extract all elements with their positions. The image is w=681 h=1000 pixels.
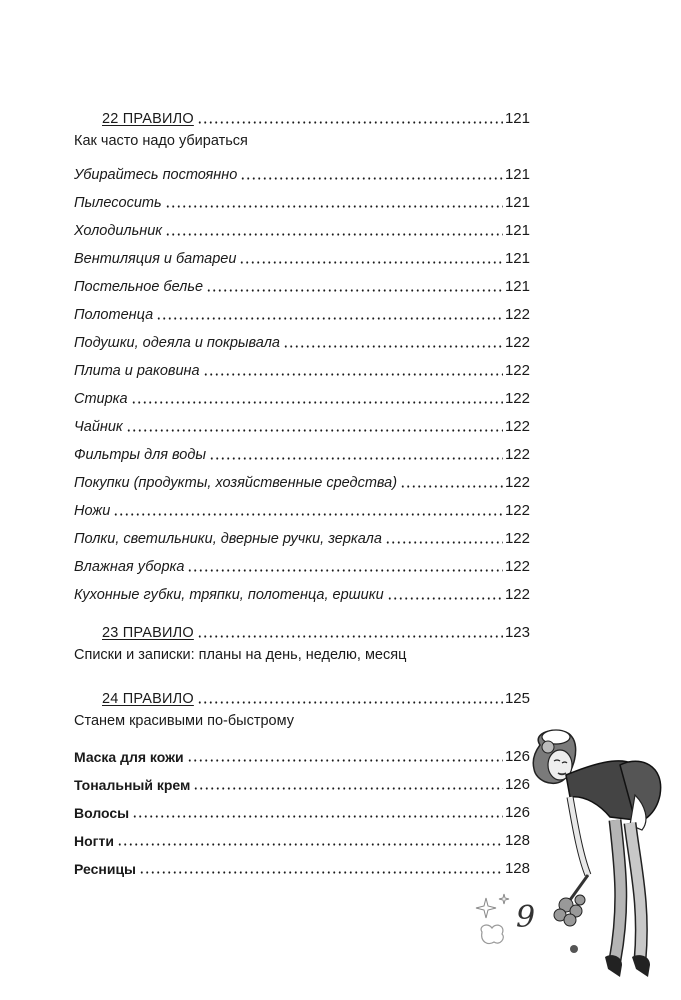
toc-item[interactable] <box>74 744 530 766</box>
page-ref: 122 <box>504 306 530 323</box>
dot-leader <box>400 485 503 488</box>
toc-item-label: Полки, светильники, дверные ручки, зеркала <box>74 531 382 547</box>
dot-leader <box>197 121 503 124</box>
toc-item[interactable] <box>74 162 530 184</box>
toc-item-label: Полотенца <box>74 307 154 323</box>
toc-item-label: Ресницы <box>74 861 137 877</box>
toc-item-label: Постельное белье <box>74 279 204 295</box>
toc-item-label: Подушки, одеяла и покрывала <box>74 335 280 351</box>
toc-item[interactable] <box>74 218 530 240</box>
toc-item-label: Фильтры для воды <box>74 447 207 463</box>
toc-item[interactable] <box>74 442 530 464</box>
page-ref: 125 <box>504 690 530 707</box>
toc-item-label: Пылесосить <box>74 195 162 211</box>
toc-item[interactable] <box>74 772 530 794</box>
dot-leader <box>193 787 503 790</box>
toc-item-label: Волосы <box>74 805 130 821</box>
dot-leader <box>197 701 503 704</box>
page-number: 9 <box>516 900 536 935</box>
dot-leader <box>240 177 503 180</box>
page-ref: 122 <box>504 474 530 491</box>
rule-subtitle: Станем красивыми по-быстрому <box>74 713 294 729</box>
toc-item[interactable] <box>74 526 530 548</box>
page-ref: 121 <box>504 166 530 183</box>
toc-rule-24[interactable] <box>74 686 530 708</box>
toc-item-label: Маска для кожи <box>74 749 184 765</box>
rule-title: 24 ПРАВИЛО <box>102 691 194 707</box>
page-ref: 122 <box>504 446 530 463</box>
page-ref: 122 <box>504 390 530 407</box>
dot-leader <box>156 317 503 320</box>
toc-item[interactable] <box>74 246 530 268</box>
page-ref: 126 <box>504 748 530 765</box>
toc-item-label: Чайник <box>74 419 123 435</box>
dot-leader <box>387 597 503 600</box>
toc-item-label: Стирка <box>74 391 128 407</box>
dot-leader <box>165 233 503 236</box>
toc-item[interactable] <box>74 828 530 850</box>
dot-leader <box>132 815 503 818</box>
rule-subtitle: Как часто надо убираться <box>74 133 248 149</box>
toc-item[interactable] <box>74 800 530 822</box>
maid-illustration-icon <box>470 725 681 995</box>
rule-subtitle: Списки и записки: планы на день, неделю, месяц <box>74 647 407 663</box>
dot-leader <box>206 289 503 292</box>
toc-item-label: Покупки (продукты, хозяйственные средства) <box>74 475 398 491</box>
toc-item[interactable] <box>74 554 530 576</box>
page-ref: 121 <box>504 222 530 239</box>
toc-item[interactable] <box>74 274 530 296</box>
dot-leader <box>126 429 503 432</box>
toc-item[interactable] <box>74 498 530 520</box>
rule-title: 23 ПРАВИЛО <box>102 625 194 641</box>
toc-item[interactable] <box>74 386 530 408</box>
dot-leader <box>131 401 503 404</box>
toc-item[interactable] <box>74 190 530 212</box>
toc-item-label: Убирайтесь постоянно <box>74 167 238 183</box>
rule-title: 22 ПРАВИЛО <box>102 111 194 127</box>
dot-leader <box>139 871 503 874</box>
toc-item[interactable] <box>74 470 530 492</box>
page-ref: 121 <box>504 194 530 211</box>
toc-item[interactable] <box>74 302 530 324</box>
dot-leader <box>385 541 503 544</box>
page-ref: 122 <box>504 334 530 351</box>
dot-leader <box>197 635 503 638</box>
dot-leader <box>283 345 503 348</box>
toc-item-label: Кухонные губки, тряпки, полотенца, ершики <box>74 587 384 603</box>
page-ref: 126 <box>504 776 530 793</box>
toc-item-label: Влажная уборка <box>74 559 185 575</box>
dot-leader <box>203 373 503 376</box>
dot-leader <box>239 261 503 264</box>
page-ref: 128 <box>504 860 530 877</box>
toc-item-label: Ногти <box>74 833 114 849</box>
page-ref: 122 <box>504 362 530 379</box>
toc-rule-22[interactable] <box>74 106 530 128</box>
toc-item[interactable] <box>74 330 530 352</box>
page-ref: 122 <box>504 530 530 547</box>
page-ref: 121 <box>504 110 530 127</box>
page-ref: 128 <box>504 832 530 849</box>
page-ref: 122 <box>504 418 530 435</box>
dot-leader <box>165 205 503 208</box>
dot-leader <box>113 513 503 516</box>
toc-item[interactable] <box>74 414 530 436</box>
feather-duster <box>554 895 585 926</box>
page-ref: 122 <box>504 558 530 575</box>
page-ref: 122 <box>504 586 530 603</box>
page-ref: 123 <box>504 624 530 641</box>
page-ref: 121 <box>504 250 530 267</box>
toc-item[interactable] <box>74 856 530 878</box>
toc-item[interactable] <box>74 358 530 380</box>
page-ref: 126 <box>504 804 530 821</box>
toc-item-label: Плита и раковина <box>74 363 200 379</box>
toc-item[interactable] <box>74 582 530 604</box>
page-ref: 121 <box>504 278 530 295</box>
dot-leader <box>187 759 503 762</box>
dot-leader <box>187 569 502 572</box>
toc-item-label: Холодильник <box>74 223 163 239</box>
dot-leader <box>209 457 503 460</box>
toc-rule-23[interactable] <box>74 620 530 642</box>
page-ref: 122 <box>504 502 530 519</box>
toc-item-label: Вентиляция и батареи <box>74 251 237 267</box>
dot-leader <box>117 843 503 846</box>
toc-item-label: Тональный крем <box>74 777 191 793</box>
toc-item-label: Ножи <box>74 503 111 519</box>
